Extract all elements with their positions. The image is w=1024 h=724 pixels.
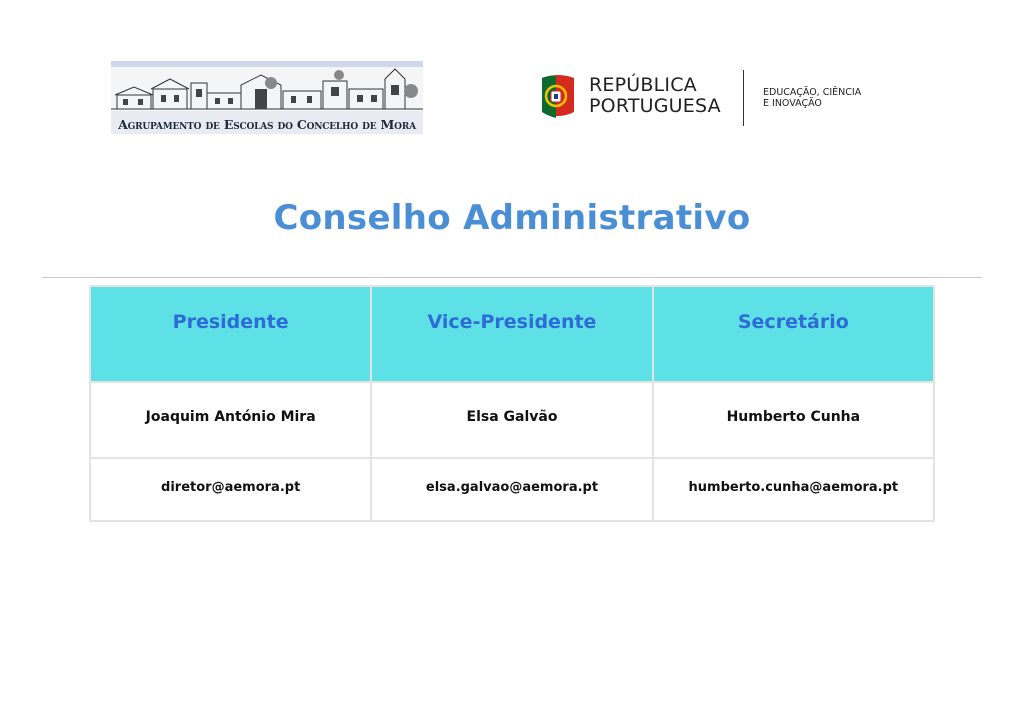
- secretary-email[interactable]: humberto.cunha@aemora.pt: [653, 458, 934, 521]
- government-name-line1: REPÚBLICA: [589, 74, 697, 96]
- government-name-line2: PORTUGUESA: [589, 95, 721, 117]
- secretary-name: Humberto Cunha: [653, 382, 934, 458]
- column-header-vice-president: Vice-Presidente: [371, 286, 652, 382]
- table-row-emails: [90, 458, 934, 521]
- table-row-names: [90, 382, 934, 458]
- title-divider: [42, 277, 982, 278]
- president-name: Joaquim António Mira: [90, 382, 371, 458]
- ministry-name-line2: E INOVAÇÃO: [763, 98, 822, 109]
- column-header-president: Presidente: [90, 286, 371, 382]
- president-email[interactable]: diretor@aemora.pt: [90, 458, 371, 521]
- government-logo: [538, 70, 868, 130]
- portuguese-flag-emblem-icon: [538, 72, 578, 124]
- table-header-row: [90, 286, 934, 382]
- vice-president-name: Elsa Galvão: [371, 382, 652, 458]
- page-title: Conselho Administrativo: [273, 198, 751, 238]
- logo-divider: [743, 70, 744, 126]
- vice-president-email[interactable]: elsa.galvao@aemora.pt: [371, 458, 652, 521]
- board-members-table: [89, 285, 935, 522]
- school-logo-text: Agrupamento de Escolas do Concelho de Mora: [118, 117, 416, 132]
- school-logo: [111, 61, 423, 134]
- column-header-secretary: Secretário: [653, 286, 934, 382]
- ministry-name-line1: EDUCAÇÃO, CIÊNCIA: [763, 87, 862, 98]
